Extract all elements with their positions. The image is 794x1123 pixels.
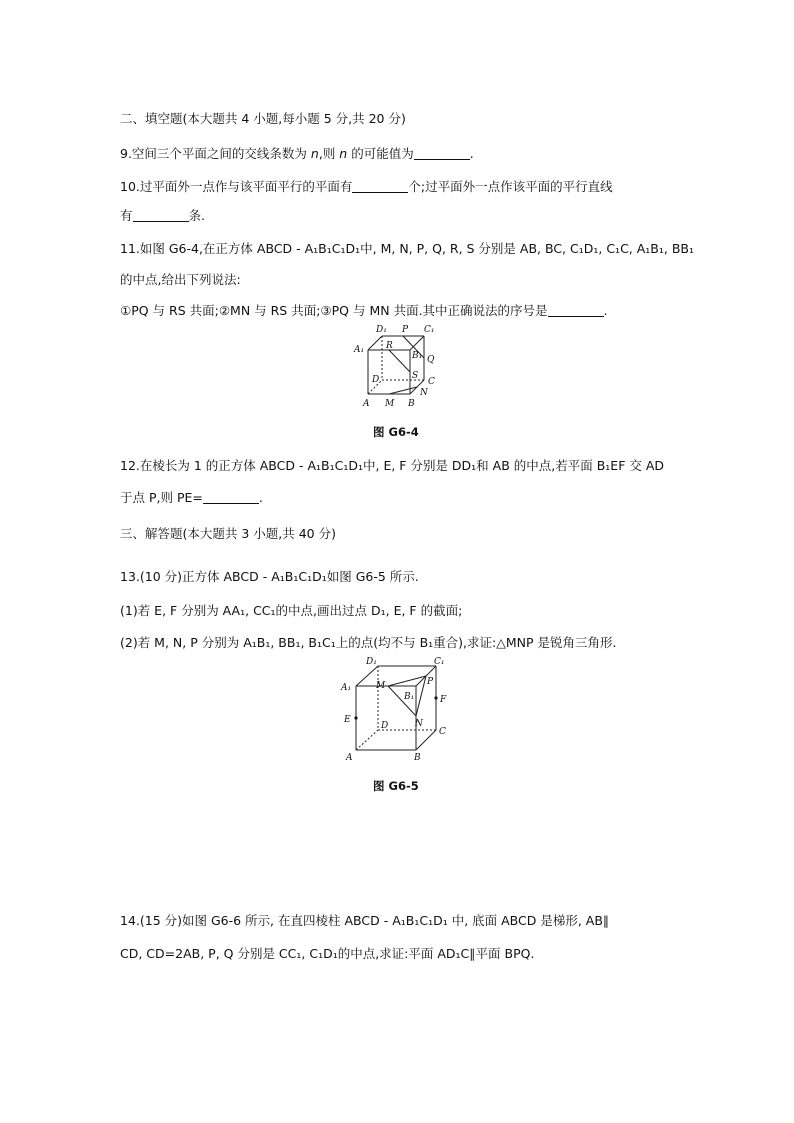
question-9	[120, 146, 474, 162]
q11-answer-blank	[548, 304, 604, 317]
label-m: M	[376, 681, 386, 691]
label-c1: C₁	[424, 325, 435, 335]
q10-answer-blank-1	[352, 180, 408, 193]
figure-g6-5	[338, 654, 458, 764]
question-14-line1: 14.(15 分)如图 G6-6 所示, 在直四棱柱 ABCD - A₁B₁C₁D₁ 中, 底面 ABCD 是梯形, AB∥	[120, 913, 610, 928]
question-11-line3	[120, 303, 608, 319]
section3-heading: 三、解答题(本大题共 3 小题,共 40 分)	[120, 526, 336, 541]
q9-text-end: .	[469, 146, 474, 161]
point-e	[354, 716, 357, 719]
q12-text-2b: .	[258, 490, 263, 505]
q9-text-mid: ,则	[318, 146, 340, 161]
question-13-line3: (2)若 M, N, P 分别为 A₁B₁, BB₁, B₁C₁上的点(均不与 B₁重合),求证:△MNP 是锐角三角形.	[120, 635, 617, 650]
label-f: F	[440, 695, 447, 705]
q9-answer-blank	[414, 147, 470, 160]
q9-text-post: 的可能值为	[347, 146, 414, 161]
q11-text-3b: .	[603, 303, 608, 318]
q9-var-n1: n	[310, 146, 319, 161]
label-a1: A₁	[341, 683, 352, 693]
point-f	[434, 696, 437, 699]
label-e: E	[344, 715, 351, 725]
q10-text-a: 10.过平面外一点作与该平面平行的平面有	[120, 179, 353, 194]
q9-text-pre: 9.空间三个平面之间的交线条数为	[120, 146, 311, 161]
question-14-line2: CD, CD=2AB, P, Q 分别是 CC₁, C₁D₁的中点,求证:平面 AD₁C∥平面 BPQ.	[120, 946, 535, 961]
q10-answer-blank-2	[133, 209, 189, 222]
q10-text-b: 个;过平面外一点作该平面的平行直线	[408, 179, 613, 194]
segment-rs	[389, 350, 410, 372]
label-b1: B₁	[412, 351, 423, 361]
label-a: A	[346, 753, 353, 763]
label-q: Q	[427, 355, 435, 365]
label-m: M	[385, 399, 395, 409]
label-d1: D₁	[376, 325, 387, 335]
label-d1: D₁	[366, 657, 377, 667]
q9-var-n2: n	[339, 146, 348, 161]
q12-answer-blank	[203, 491, 259, 504]
section2-heading: 二、填空题(本大题共 4 小题,每小题 5 分,共 20 分)	[120, 111, 406, 126]
label-c: C	[428, 377, 435, 387]
question-10-line2	[120, 208, 205, 224]
label-a: A	[363, 399, 370, 409]
q12-text-2a: 于点 P,则 PE=	[120, 490, 203, 505]
label-d: D	[372, 375, 380, 385]
label-n: N	[415, 719, 423, 729]
label-a1: A₁	[354, 345, 365, 355]
q10-text-c: 有	[120, 208, 133, 223]
label-c1: C₁	[434, 657, 445, 667]
q11-text-3a: ①PQ 与 RS 共面;②MN 与 RS 共面;③PQ 与 MN 共面.其中正确说法的序号是	[120, 303, 548, 318]
question-12-line1: 12.在棱长为 1 的正方体 ABCD - A₁B₁C₁D₁中, E, F 分别是 DD₁和 AB 的中点,若平面 B₁EF 交 AD	[120, 458, 665, 473]
figure-g6-5-caption: 图 G6-5	[373, 779, 419, 793]
question-13-line2: (1)若 E, F 分别为 AA₁, CC₁的中点,画出过点 D₁, E, F 的截面;	[120, 603, 463, 618]
label-r: R	[386, 341, 393, 351]
figure-g6-4	[350, 322, 450, 412]
label-p: P	[427, 677, 434, 687]
label-s: S	[412, 371, 419, 381]
label-d: D	[381, 721, 389, 731]
question-11-line1: 11.如图 G6-4,在正方体 ABCD - A₁B₁C₁D₁中, M, N, P, Q, R, S 分别是 AB, BC, C₁D₁, C₁C, A₁B₁, BB₁	[120, 241, 694, 256]
edge-a1d1	[368, 336, 382, 350]
label-n: N	[420, 388, 428, 398]
segment-pn	[416, 676, 426, 716]
question-11-line2: 的中点,给出下列说法:	[120, 272, 241, 287]
question-12-line2	[120, 490, 263, 506]
label-p: P	[402, 325, 409, 335]
label-b: B	[414, 753, 421, 763]
edge-ad-hidden	[356, 730, 378, 750]
label-b: B	[408, 399, 415, 409]
edge-bc	[416, 730, 436, 750]
q10-text-d: 条.	[188, 208, 205, 223]
label-c: C	[439, 727, 446, 737]
label-b1: B₁	[404, 692, 415, 702]
edge-a1d1	[356, 666, 378, 686]
question-10-line1	[120, 179, 613, 195]
question-13-line1: 13.(10 分)正方体 ABCD - A₁B₁C₁D₁如图 G6-5 所示.	[120, 569, 419, 584]
figure-g6-4-caption: 图 G6-4	[373, 425, 419, 439]
edge-b1c1	[410, 336, 424, 350]
